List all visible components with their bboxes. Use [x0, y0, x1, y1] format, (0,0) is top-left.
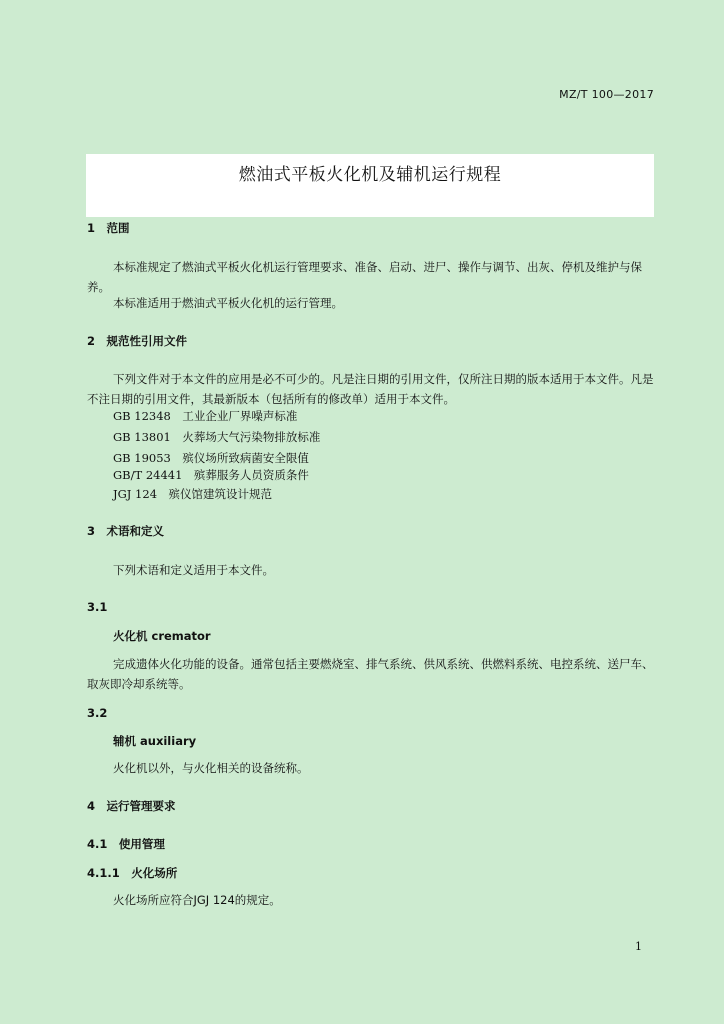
- page-number: 1: [635, 940, 642, 953]
- section-4-1-1-heading: 4.1.1 火化场所: [87, 866, 178, 880]
- reference-item: GB/T 24441 殡葬服务人员资质条件: [113, 468, 309, 482]
- standard-code: MZ/T 100—2017: [559, 88, 654, 101]
- term-3-1-title: 火化机 cremator: [113, 629, 211, 643]
- section-1-paragraph-1: 本标准规定了燃油式平板火化机运行管理要求、准备、启动、进尸、操作与调节、出灰、停机及维护与保养。: [87, 260, 642, 294]
- term-3-1-definition: 完成遗体火化功能的设备。通常包括主要燃烧室、排气系统、供风系统、供燃料系统、电控系统、送尸车、取灰即冷却系统等。: [87, 657, 654, 691]
- section-3-paragraph-1: 下列术语和定义适用于本文件。: [113, 563, 274, 577]
- section-3-heading: 3 术语和定义: [87, 524, 165, 538]
- section-4-1-1-paragraph: 火化场所应符合JGJ 124的规定。: [113, 893, 281, 907]
- term-3-2-number: 3.2: [87, 706, 108, 720]
- section-2-paragraph-1: 下列文件对于本文件的应用是必不可少的。凡是注日期的引用文件，仅所注日期的版本适用于本文件。凡是不注日期的引用文件，其最新版本（包括所有的修改单）适用于本文件。: [87, 372, 654, 406]
- section-2-heading: 2 规范性引用文件: [87, 334, 188, 348]
- reference-item: JGJ 124 殡仪馆建筑设计规范: [113, 487, 273, 501]
- section-4-heading: 4 运行管理要求: [87, 799, 176, 813]
- section-4-1-heading: 4.1 使用管理: [87, 837, 165, 851]
- reference-item: GB 13801 火葬场大气污染物排放标准: [113, 430, 321, 444]
- reference-item: GB 12348 工业企业厂界噪声标准: [113, 409, 298, 423]
- reference-item: GB 19053 殡仪场所致病菌安全限值: [113, 451, 309, 465]
- section-1-heading: 1 范围: [87, 221, 130, 235]
- term-3-2-definition: 火化机以外，与火化相关的设备统称。: [113, 761, 309, 775]
- term-3-2-title: 辅机 auxiliary: [113, 734, 197, 748]
- section-1-paragraph-2: 本标准适用于燃油式平板火化机的运行管理。: [113, 296, 343, 310]
- page-title: 燃油式平板火化机及辅机运行规程: [238, 165, 502, 185]
- term-3-1-number: 3.1: [87, 600, 108, 614]
